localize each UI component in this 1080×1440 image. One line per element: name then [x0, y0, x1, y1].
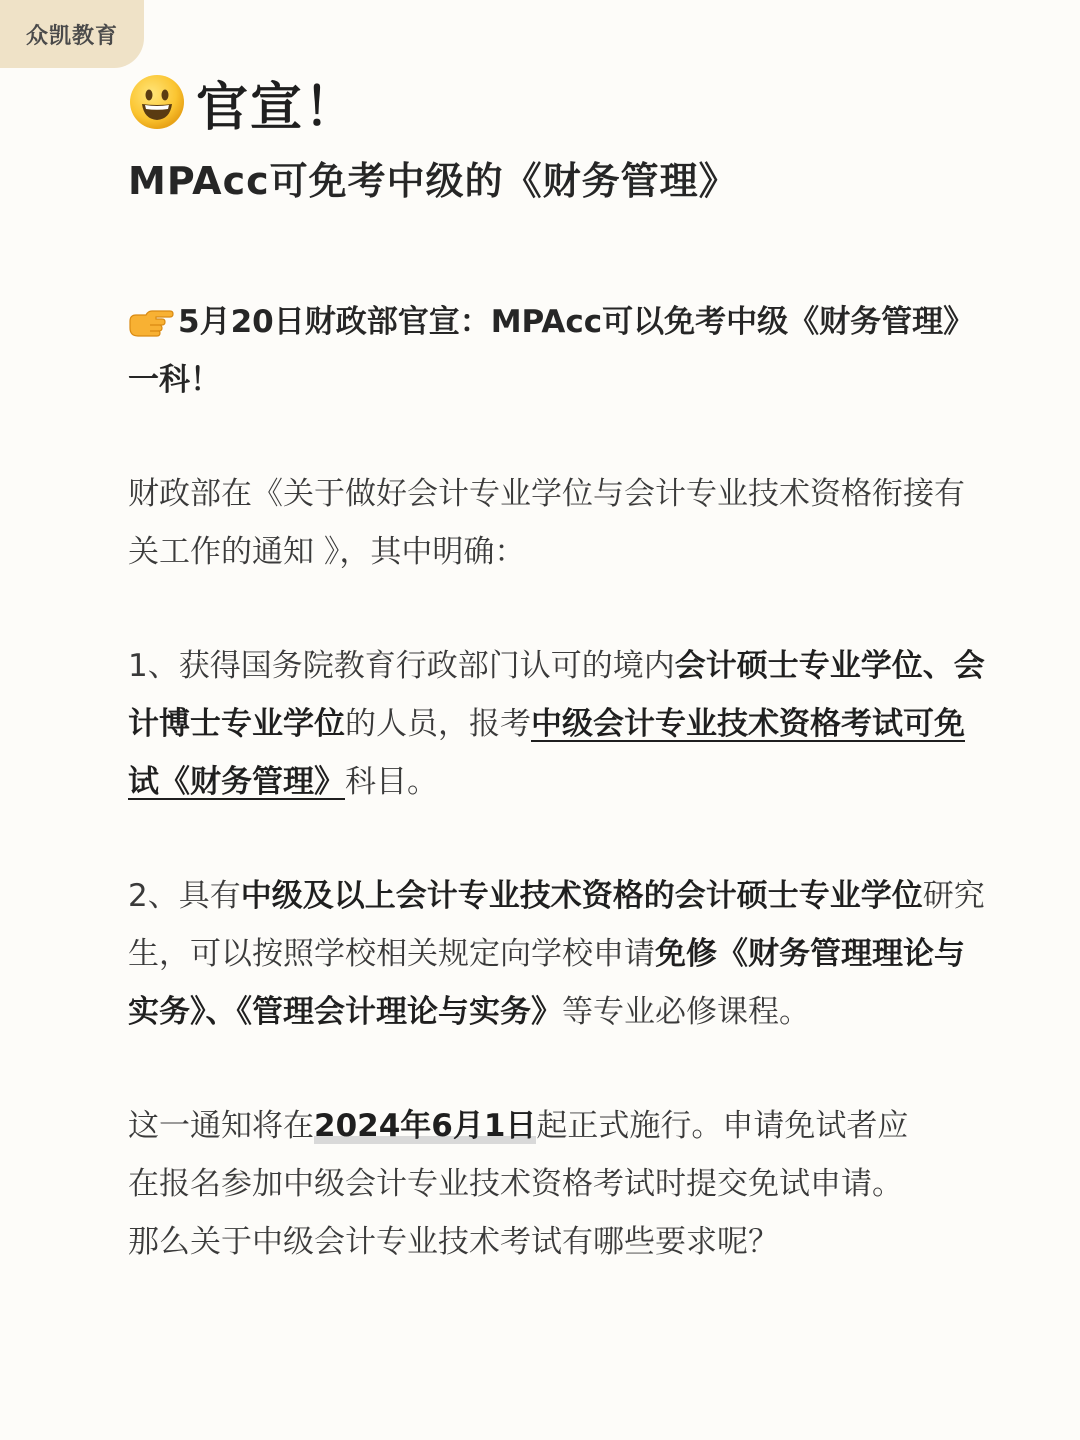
- watermark-badge: 众凯教育: [0, 0, 144, 68]
- intro-paragraph: 财政部在《关于做好会计专业学位与会计专业技术资格衔接有关工作的通知 》，其中明确：: [128, 476, 965, 570]
- item1-underlined: 中级会计专业技术资格考试可免试《财务管理》: [128, 706, 965, 800]
- title-row: [128, 66, 988, 138]
- closing-prefix: 这一通知将在: [128, 1108, 314, 1144]
- closing-suffix: 起正式施行。申请免试者应在报名参加中级会计专业技术资格考试时提交免试申请。那么关于中级会计专业技术考试有哪些要求呢？: [128, 1108, 909, 1260]
- item2-bold1: 中级及以上会计专业技术资格的会计硕士专业学位: [240, 878, 923, 914]
- item2-suffix: 等专业必修课程。: [562, 994, 810, 1030]
- item2-mid: 研究生，可以按照学校相关规定向学校申请: [128, 878, 985, 972]
- article-content: [128, 66, 988, 1271]
- effective-date: 2024年6月1日: [314, 1108, 537, 1144]
- announcement: [128, 293, 988, 409]
- page-title: 官宣！: [196, 77, 359, 138]
- item1-mid: 的人员，报考: [345, 706, 531, 742]
- closing-paragraph: [128, 1097, 928, 1271]
- item1-suffix: 科目。: [345, 764, 438, 800]
- smiley-face-icon: [128, 73, 186, 131]
- list-item-1: [128, 637, 988, 811]
- item2-bold2: 免修《财务管理理论与实务》、《管理会计理论与实务》: [128, 936, 965, 1030]
- item2-prefix: 2、具有: [128, 878, 241, 914]
- item1-bold: 会计硕士专业学位、会计博士专业学位: [128, 648, 985, 742]
- list-item-2: [128, 867, 988, 1041]
- item1-prefix: 1、获得国务院教育行政部门认可的境内: [128, 648, 675, 684]
- page-subtitle: MPAcc可免考中级的《财务管理》: [128, 159, 738, 203]
- announcement-text: 5月20日财政部官宣：MPAcc可以免考中级《财务管理》一科！: [128, 304, 975, 398]
- pointing-hand-icon: [128, 307, 174, 337]
